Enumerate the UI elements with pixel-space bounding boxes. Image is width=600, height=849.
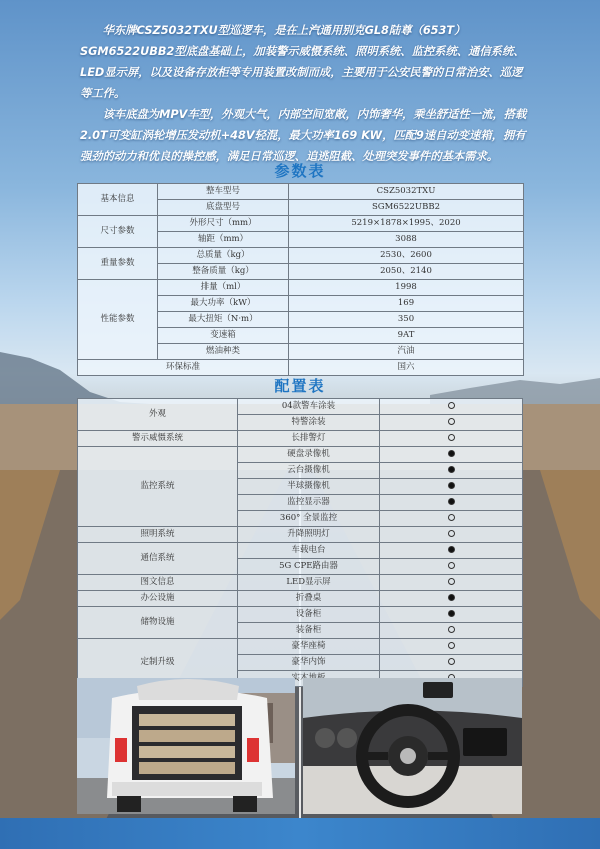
param-label: 最大扭矩（N·m）	[158, 312, 289, 328]
config-mark	[380, 399, 523, 415]
circle-open-icon	[448, 578, 455, 585]
intro-paragraph-1: 华东牌CSZ5032TXU型巡逻车，是在上汽通用别克GL8陆尊（653T）SGM6522UBB2型底盘基础上，加装警示威慑系统、照明系统、监控系统、通信系统、LED显示屏，以及设备存放柜等专用装置改制而成，主要用于公安民警的日常治安、巡逻等工作。	[80, 24, 525, 100]
table-row	[78, 607, 523, 623]
param-label: 轴距（mm）	[158, 232, 289, 248]
param-label: 最大功率（kW）	[158, 296, 289, 312]
config-item: 车载电台	[238, 543, 380, 559]
circle-open-icon	[448, 530, 455, 537]
params-table-title: 参数表	[274, 162, 326, 180]
circle-open-icon	[448, 514, 455, 521]
vehicle-rear-illustration	[77, 678, 295, 814]
param-value: 5219×1878×1995、2020	[289, 216, 524, 232]
circle-filled-icon	[448, 498, 455, 505]
table-row	[78, 639, 523, 655]
config-mark	[380, 623, 523, 639]
config-mark	[380, 591, 523, 607]
circle-filled-icon	[448, 482, 455, 489]
config-mark	[380, 447, 523, 463]
vehicle-interior-photo	[303, 678, 522, 814]
config-table-title: 配置表	[274, 377, 326, 395]
param-label: 外形尺寸（mm）	[158, 216, 289, 232]
circle-filled-icon	[448, 450, 455, 457]
config-item: 设备柜	[238, 607, 380, 623]
param-label: 排量（ml）	[158, 280, 289, 296]
param-label: 燃油种类	[158, 344, 289, 360]
param-label: 整车型号	[158, 184, 289, 200]
vehicle-interior-illustration	[303, 678, 522, 814]
circle-open-icon	[448, 562, 455, 569]
circle-open-icon	[448, 642, 455, 649]
param-value: SGM6522UBB2	[289, 200, 524, 216]
circle-filled-icon	[448, 546, 455, 553]
group-cell: 外观	[78, 399, 238, 431]
param-value: 1998	[289, 280, 524, 296]
config-mark	[380, 543, 523, 559]
table-row	[78, 447, 523, 463]
param-value: 169	[289, 296, 524, 312]
intro-text	[80, 20, 530, 167]
group-cell: 图文信息	[78, 575, 238, 591]
config-mark	[380, 431, 523, 447]
config-mark	[380, 495, 523, 511]
circle-filled-icon	[448, 610, 455, 617]
table-row	[78, 280, 524, 296]
group-cell: 基本信息	[78, 184, 158, 216]
param-value: 9AT	[289, 328, 524, 344]
param-value: 国六	[289, 360, 524, 376]
param-label: 总质量（kg）	[158, 248, 289, 264]
param-value: 汽油	[289, 344, 524, 360]
config-item: 长排警灯	[238, 431, 380, 447]
config-mark	[380, 559, 523, 575]
circle-filled-icon	[448, 594, 455, 601]
param-value: 2050、2140	[289, 264, 524, 280]
config-item: 豪华内饰	[238, 655, 380, 671]
table-row	[78, 431, 523, 447]
group-cell: 监控系统	[78, 447, 238, 527]
param-label: 整备质量（kg）	[158, 264, 289, 280]
table-row	[78, 591, 523, 607]
config-mark	[380, 463, 523, 479]
config-item: 监控显示器	[238, 495, 380, 511]
config-mark	[380, 575, 523, 591]
config-item: 04款警车涂装	[238, 399, 380, 415]
config-item: 折叠桌	[238, 591, 380, 607]
param-label: 底盘型号	[158, 200, 289, 216]
group-cell: 定制升级	[78, 639, 238, 687]
circle-open-icon	[448, 434, 455, 441]
config-item: 5G CPE路由器	[238, 559, 380, 575]
table-row	[78, 399, 523, 415]
table-row	[78, 184, 524, 200]
group-cell: 重量参数	[78, 248, 158, 280]
config-item: 360° 全景监控	[238, 511, 380, 527]
intro-paragraph-2: 该车底盘为MPV车型，外观大气，内部空间宽敞，内饰奢华，乘坐舒适性一流，搭载2.0T可变缸涡轮增压发动机+48V轻混，最大功率169 KW，匹配9速自动变速箱，拥有强劲的动力和优良的操控感，满足日常巡逻、追逃阻截、处理突发事件的基本需求。	[80, 108, 527, 163]
param-value: 350	[289, 312, 524, 328]
param-value: 3088	[289, 232, 524, 248]
config-table	[77, 398, 523, 687]
config-mark	[380, 527, 523, 543]
config-mark	[380, 479, 523, 495]
circle-open-icon	[448, 626, 455, 633]
circle-filled-icon	[448, 466, 455, 473]
config-item: 豪华座椅	[238, 639, 380, 655]
param-value: CSZ5032TXU	[289, 184, 524, 200]
config-item: 装备柜	[238, 623, 380, 639]
params-table	[77, 183, 524, 376]
vehicle-rear-photo	[77, 678, 295, 814]
group-cell: 办公设施	[78, 591, 238, 607]
config-mark	[380, 639, 523, 655]
config-item: 半球摄像机	[238, 479, 380, 495]
config-item: 升降照明灯	[238, 527, 380, 543]
table-row	[78, 248, 524, 264]
circle-open-icon	[448, 418, 455, 425]
param-value: 2530、2600	[289, 248, 524, 264]
circle-open-icon	[448, 402, 455, 409]
group-cell: 储物设施	[78, 607, 238, 639]
table-row	[78, 216, 524, 232]
config-item: 硬盘录像机	[238, 447, 380, 463]
table-row	[78, 360, 524, 376]
config-item: 特警涂装	[238, 415, 380, 431]
footer-bar	[0, 818, 600, 849]
config-mark	[380, 415, 523, 431]
config-mark	[380, 511, 523, 527]
table-row	[78, 543, 523, 559]
table-row	[78, 527, 523, 543]
config-item: LED显示屏	[238, 575, 380, 591]
config-item: 云台摄像机	[238, 463, 380, 479]
group-cell: 照明系统	[78, 527, 238, 543]
param-label: 变速箱	[158, 328, 289, 344]
group-cell: 通信系统	[78, 543, 238, 575]
config-mark	[380, 607, 523, 623]
config-mark	[380, 655, 523, 671]
group-cell: 性能参数	[78, 280, 158, 360]
group-cell: 尺寸参数	[78, 216, 158, 248]
group-cell: 环保标准	[78, 360, 289, 376]
table-row	[78, 575, 523, 591]
circle-open-icon	[448, 658, 455, 665]
group-cell: 警示威慑系统	[78, 431, 238, 447]
